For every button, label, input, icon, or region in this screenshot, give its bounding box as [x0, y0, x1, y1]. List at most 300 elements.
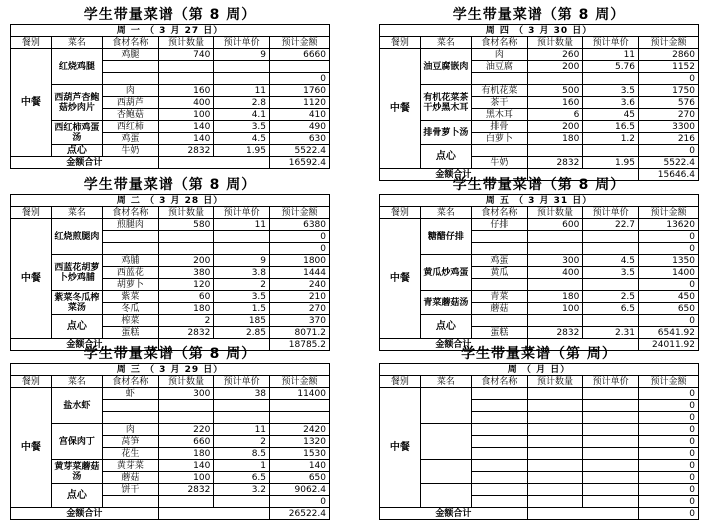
ingredient-cell: 榨菜	[103, 315, 159, 327]
quantity-cell: 2832	[158, 484, 214, 496]
ingredient-cell: 胡萝卜	[103, 279, 159, 291]
unit-price-cell: 2.5	[583, 291, 639, 303]
unit-price-cell: 2.8	[214, 97, 270, 109]
quantity-cell	[527, 145, 583, 157]
day-date: 周 五 （ 3 月 31 日）	[380, 195, 699, 207]
amount-cell: 140	[270, 460, 330, 472]
ingredient-cell	[103, 400, 159, 412]
column-header: 食材名称	[103, 207, 159, 219]
total-amount: 18785.2	[270, 339, 330, 351]
column-header: 食材名称	[103, 376, 159, 388]
quantity-cell: 200	[527, 61, 583, 73]
ingredient-cell	[472, 388, 528, 400]
menu-block	[10, 177, 330, 351]
menu-block	[379, 346, 699, 520]
column-header: 菜名	[51, 376, 102, 388]
ingredient-cell: 虾	[103, 388, 159, 400]
quantity-cell: 60	[158, 291, 214, 303]
ingredient-cell	[472, 436, 528, 448]
ingredient-cell	[103, 243, 159, 255]
quantity-cell: 160	[158, 85, 214, 97]
amount-cell: 210	[270, 291, 330, 303]
quantity-cell	[158, 400, 214, 412]
ingredient-cell: 西葫芦	[103, 97, 159, 109]
column-header: 菜名	[420, 376, 471, 388]
quantity-cell: 180	[158, 303, 214, 315]
column-header: 食材名称	[472, 376, 528, 388]
day-date: 周 一 （ 3 月 27 日）	[11, 25, 330, 37]
unit-price-cell	[583, 388, 639, 400]
dish-name: 紫菜冬瓜榨菜汤	[51, 291, 102, 315]
dish-name: 点心	[51, 315, 102, 339]
table-row	[380, 121, 699, 133]
dish-name: 盐水虾	[51, 388, 102, 424]
amount-cell	[270, 400, 330, 412]
amount-cell: 6380	[270, 219, 330, 231]
quantity-cell: 740	[158, 49, 214, 61]
unit-price-cell: 6.5	[214, 472, 270, 484]
total-amount: 0	[638, 508, 698, 520]
amount-cell: 1400	[639, 267, 699, 279]
ingredient-cell	[472, 448, 528, 460]
unit-price-cell	[214, 496, 270, 508]
quantity-cell	[527, 448, 583, 460]
unit-price-cell: 1.95	[583, 157, 639, 169]
dish-name: 西红柿鸡蛋汤	[51, 121, 102, 145]
unit-price-cell: 3.5	[214, 121, 270, 133]
ingredient-cell	[472, 145, 528, 157]
unit-price-cell: 3.8	[214, 267, 270, 279]
dish-name: 点心	[51, 484, 102, 508]
table-row	[380, 49, 699, 61]
column-header: 预计金额	[270, 207, 330, 219]
table-row	[380, 255, 699, 267]
dish-name: 黄瓜炒鸡蛋	[420, 255, 471, 291]
amount-cell: 13620	[639, 219, 699, 231]
ingredient-cell	[472, 460, 528, 472]
menu-table	[379, 194, 699, 351]
column-header: 预计单价	[214, 376, 270, 388]
dish-name: 点心	[51, 145, 102, 157]
unit-price-cell	[583, 448, 639, 460]
unit-price-cell	[583, 400, 639, 412]
unit-price-cell: 185	[214, 315, 270, 327]
quantity-cell	[158, 496, 214, 508]
total-label: 金额合计	[11, 508, 159, 520]
amount-cell: 450	[639, 291, 699, 303]
unit-price-cell: 4.5	[583, 255, 639, 267]
quantity-cell	[527, 472, 583, 484]
ingredient-cell	[472, 243, 528, 255]
amount-cell	[270, 61, 330, 73]
ingredient-cell: 花生	[103, 448, 159, 460]
quantity-cell: 120	[158, 279, 214, 291]
day-date: 周 （ 月 日）	[380, 364, 699, 376]
column-header: 预计单价	[214, 207, 270, 219]
table-row	[380, 291, 699, 303]
quantity-cell	[527, 412, 583, 424]
ingredient-cell	[472, 231, 528, 243]
quantity-cell: 180	[527, 291, 583, 303]
table-row	[380, 484, 699, 496]
unit-price-cell: 4.5	[214, 133, 270, 145]
ingredient-cell: 鸡蛋	[472, 255, 528, 267]
column-header: 菜名	[420, 37, 471, 49]
ingredient-cell	[472, 424, 528, 436]
ingredient-cell: 油豆腐	[472, 61, 528, 73]
column-header: 菜名	[51, 37, 102, 49]
quantity-cell	[158, 73, 214, 85]
total-label: 金额合计	[11, 157, 159, 169]
unit-price-cell: 2	[214, 436, 270, 448]
ingredient-cell: 鸡脯	[103, 255, 159, 267]
table-row	[380, 388, 699, 400]
ingredient-cell: 西蓝花	[103, 267, 159, 279]
quantity-cell	[158, 412, 214, 424]
quantity-cell	[527, 460, 583, 472]
table-row	[11, 315, 330, 327]
amount-cell: 8071.2	[270, 327, 330, 339]
unit-price-cell: 3.2	[214, 484, 270, 496]
unit-price-cell: 11	[583, 49, 639, 61]
table-row	[11, 484, 330, 496]
amount-cell: 270	[639, 109, 699, 121]
unit-price-cell	[214, 61, 270, 73]
table-row	[11, 49, 330, 61]
ingredient-cell: 西红柿	[103, 121, 159, 133]
unit-price-cell: 1	[214, 460, 270, 472]
quantity-cell	[527, 496, 583, 508]
quantity-cell: 400	[158, 97, 214, 109]
total-spacer	[158, 157, 269, 169]
ingredient-cell: 蘑菇	[472, 303, 528, 315]
unit-price-cell	[583, 231, 639, 243]
quantity-cell: 2832	[158, 145, 214, 157]
quantity-cell: 400	[527, 267, 583, 279]
amount-cell: 240	[270, 279, 330, 291]
amount-cell: 1152	[639, 61, 699, 73]
total-amount: 24011.92	[639, 339, 699, 351]
ingredient-cell	[472, 73, 528, 85]
table-row	[380, 145, 699, 157]
unit-price-cell: 3.6	[583, 97, 639, 109]
unit-price-cell: 1.95	[214, 145, 270, 157]
dish-name: 黄芽菜蘑菇汤	[51, 460, 102, 484]
amount-cell: 370	[270, 315, 330, 327]
table-row	[11, 460, 330, 472]
amount-cell: 5522.4	[270, 145, 330, 157]
amount-cell: 0	[639, 73, 699, 85]
day-date: 周 三 （ 3 月 29 日）	[11, 364, 330, 376]
quantity-cell: 200	[158, 255, 214, 267]
unit-price-cell: 2.85	[214, 327, 270, 339]
column-header: 菜名	[420, 207, 471, 219]
amount-cell: 0	[639, 243, 699, 255]
quantity-cell: 300	[158, 388, 214, 400]
ingredient-cell	[103, 61, 159, 73]
dish-name: 西葫芦杏鲍菇炒肉片	[51, 85, 102, 121]
amount-cell: 6660	[270, 49, 330, 61]
amount-cell: 9062.4	[270, 484, 330, 496]
column-header: 食材名称	[472, 207, 528, 219]
amount-cell: 0	[638, 388, 698, 400]
unit-price-cell: 16.5	[583, 121, 639, 133]
column-header: 预计数量	[527, 37, 583, 49]
quantity-cell	[527, 231, 583, 243]
quantity-cell	[527, 73, 583, 85]
quantity-cell: 500	[527, 85, 583, 97]
amount-cell: 2860	[639, 49, 699, 61]
amount-cell: 0	[638, 448, 698, 460]
ingredient-cell: 黄芽菜	[103, 460, 159, 472]
ingredient-cell: 煎腿肉	[103, 219, 159, 231]
column-header: 预计单价	[583, 37, 639, 49]
quantity-cell: 6	[527, 109, 583, 121]
quantity-cell	[158, 243, 214, 255]
amount-cell: 0	[638, 400, 698, 412]
ingredient-cell: 青菜	[472, 291, 528, 303]
total-amount: 15646.4	[639, 169, 699, 181]
unit-price-cell	[214, 231, 270, 243]
dish-name	[420, 424, 471, 460]
column-header: 餐别	[380, 207, 421, 219]
unit-price-cell	[583, 496, 639, 508]
ingredient-cell	[472, 279, 528, 291]
meal-type: 中餐	[11, 388, 52, 508]
column-header: 预计数量	[527, 376, 583, 388]
table-row	[11, 291, 330, 303]
amount-cell: 0	[639, 315, 699, 327]
ingredient-cell	[472, 496, 528, 508]
quantity-cell: 260	[527, 49, 583, 61]
amount-cell: 1350	[639, 255, 699, 267]
dish-name	[420, 388, 471, 424]
quantity-cell: 200	[527, 121, 583, 133]
unit-price-cell: 38	[214, 388, 270, 400]
ingredient-cell: 黄瓜	[472, 267, 528, 279]
amount-cell	[270, 412, 330, 424]
menu-table	[10, 363, 330, 520]
amount-cell: 6541.92	[639, 327, 699, 339]
dish-name	[420, 460, 471, 484]
ingredient-cell: 肉	[103, 424, 159, 436]
unit-price-cell: 1.5	[214, 303, 270, 315]
unit-price-cell	[583, 460, 639, 472]
table-row	[11, 219, 330, 231]
column-header: 菜名	[51, 207, 102, 219]
unit-price-cell	[214, 243, 270, 255]
unit-price-cell: 11	[214, 424, 270, 436]
table-row	[11, 145, 330, 157]
ingredient-cell: 紫菜	[103, 291, 159, 303]
ingredient-cell: 饼干	[103, 484, 159, 496]
amount-cell: 1530	[270, 448, 330, 460]
unit-price-cell	[214, 412, 270, 424]
amount-cell: 0	[270, 73, 330, 85]
amount-cell: 0	[270, 496, 330, 508]
amount-cell: 1120	[270, 97, 330, 109]
menu-table	[379, 24, 699, 181]
unit-price-cell: 1.2	[583, 133, 639, 145]
menu-block	[10, 7, 330, 169]
quantity-cell: 2832	[158, 327, 214, 339]
amount-cell: 576	[639, 97, 699, 109]
ingredient-cell: 茶干	[472, 97, 528, 109]
column-header: 预计金额	[639, 37, 699, 49]
quantity-cell: 2832	[527, 327, 583, 339]
quantity-cell	[527, 424, 583, 436]
day-date: 周 二 （ 3 月 28 日）	[11, 195, 330, 207]
total-amount: 26522.4	[270, 508, 330, 520]
dish-name: 点心	[420, 145, 471, 169]
dish-name: 青菜蘑菇汤	[420, 291, 471, 315]
unit-price-cell: 3.5	[583, 267, 639, 279]
ingredient-cell	[103, 231, 159, 243]
amount-cell: 0	[638, 496, 698, 508]
unit-price-cell: 11	[214, 219, 270, 231]
ingredient-cell: 肉	[472, 49, 528, 61]
amount-cell: 0	[638, 424, 698, 436]
unit-price-cell: 9	[214, 255, 270, 267]
dish-name: 糖醋仔排	[420, 219, 471, 255]
amount-cell: 1444	[270, 267, 330, 279]
amount-cell: 0	[270, 243, 330, 255]
amount-cell: 1320	[270, 436, 330, 448]
dish-name: 油豆腐嵌肉	[420, 49, 471, 85]
quantity-cell	[158, 231, 214, 243]
unit-price-cell: 5.76	[583, 61, 639, 73]
amount-cell: 216	[639, 133, 699, 145]
table-row	[380, 424, 699, 436]
meal-type: 中餐	[11, 219, 52, 339]
quantity-cell: 100	[527, 303, 583, 315]
column-header: 食材名称	[472, 37, 528, 49]
unit-price-cell	[583, 243, 639, 255]
dish-name: 点心	[420, 315, 471, 339]
column-header: 餐别	[11, 376, 52, 388]
unit-price-cell	[583, 73, 639, 85]
amount-cell: 410	[270, 109, 330, 121]
unit-price-cell	[583, 279, 639, 291]
dish-name	[420, 484, 471, 508]
menu-title: 学生带量菜谱（第 周）	[461, 346, 617, 362]
menu-title: 学生带量菜谱（第 8 周）	[83, 346, 257, 362]
menu-block	[379, 177, 699, 351]
amount-cell: 0	[639, 279, 699, 291]
ingredient-cell: 蛋糕	[103, 327, 159, 339]
quantity-cell	[527, 279, 583, 291]
quantity-cell: 2	[158, 315, 214, 327]
total-label: 金额合计	[11, 339, 159, 351]
quantity-cell: 580	[158, 219, 214, 231]
dish-name: 红烧煎腿肉	[51, 219, 102, 255]
unit-price-cell	[214, 73, 270, 85]
quantity-cell	[527, 436, 583, 448]
ingredient-cell: 蘑菇	[103, 472, 159, 484]
column-header: 预计数量	[158, 207, 214, 219]
ingredient-cell: 白萝卜	[472, 133, 528, 145]
column-header: 餐别	[380, 37, 421, 49]
ingredient-cell	[472, 472, 528, 484]
column-header: 预计数量	[158, 37, 214, 49]
quantity-cell: 100	[158, 472, 214, 484]
amount-cell: 1760	[270, 85, 330, 97]
meal-type: 中餐	[380, 49, 421, 169]
ingredient-cell: 黑木耳	[472, 109, 528, 121]
amount-cell: 5522.4	[639, 157, 699, 169]
amount-cell: 0	[638, 436, 698, 448]
quantity-cell: 180	[527, 133, 583, 145]
quantity-cell: 2832	[527, 157, 583, 169]
quantity-cell	[527, 400, 583, 412]
unit-price-cell: 2	[214, 279, 270, 291]
quantity-cell: 140	[158, 133, 214, 145]
menu-title: 学生带量菜谱（第 8 周）	[452, 7, 626, 23]
quantity-cell	[527, 388, 583, 400]
ingredient-cell: 蛋糕	[472, 327, 528, 339]
quantity-cell: 140	[158, 460, 214, 472]
table-row	[380, 460, 699, 472]
amount-cell: 630	[270, 133, 330, 145]
quantity-cell: 140	[158, 121, 214, 133]
menu-title: 学生带量菜谱（第 8 周）	[452, 177, 626, 193]
quantity-cell: 160	[527, 97, 583, 109]
total-label: 金额合计	[380, 508, 528, 520]
unit-price-cell: 8.5	[214, 448, 270, 460]
total-label: 金额合计	[380, 339, 528, 351]
quantity-cell	[527, 315, 583, 327]
meal-type: 中餐	[380, 219, 421, 339]
ingredient-cell: 杏鲍菇	[103, 109, 159, 121]
unit-price-cell	[583, 436, 639, 448]
dish-name: 西蓝花胡萝卜炒鸡脯	[51, 255, 102, 291]
amount-cell: 270	[270, 303, 330, 315]
table-row	[11, 85, 330, 97]
day-date: 周 四 （ 3 月 30 日）	[380, 25, 699, 37]
quantity-cell: 180	[158, 448, 214, 460]
unit-price-cell	[583, 484, 639, 496]
ingredient-cell	[103, 412, 159, 424]
unit-price-cell: 3.5	[583, 85, 639, 97]
quantity-cell: 380	[158, 267, 214, 279]
column-header: 预计单价	[214, 37, 270, 49]
menu-table	[10, 24, 330, 169]
amount-cell: 1750	[639, 85, 699, 97]
ingredient-cell: 牛奶	[103, 145, 159, 157]
amount-cell: 0	[639, 231, 699, 243]
table-row	[380, 315, 699, 327]
unit-price-cell	[583, 424, 639, 436]
quantity-cell: 600	[527, 219, 583, 231]
ingredient-cell: 冬瓜	[103, 303, 159, 315]
table-row	[11, 424, 330, 436]
dish-name: 有机花菜茶干炒黑木耳	[420, 85, 471, 121]
dish-name: 宫保肉丁	[51, 424, 102, 460]
total-label: 金额合计	[380, 169, 528, 181]
unit-price-cell: 45	[583, 109, 639, 121]
ingredient-cell: 排骨	[472, 121, 528, 133]
column-header: 预计金额	[270, 376, 330, 388]
amount-cell: 650	[270, 472, 330, 484]
column-header: 预计数量	[527, 207, 583, 219]
ingredient-cell	[472, 484, 528, 496]
quantity-cell: 100	[158, 109, 214, 121]
quantity-cell: 300	[527, 255, 583, 267]
unit-price-cell	[583, 145, 639, 157]
table-row	[11, 388, 330, 400]
unit-price-cell: 11	[214, 85, 270, 97]
amount-cell: 490	[270, 121, 330, 133]
